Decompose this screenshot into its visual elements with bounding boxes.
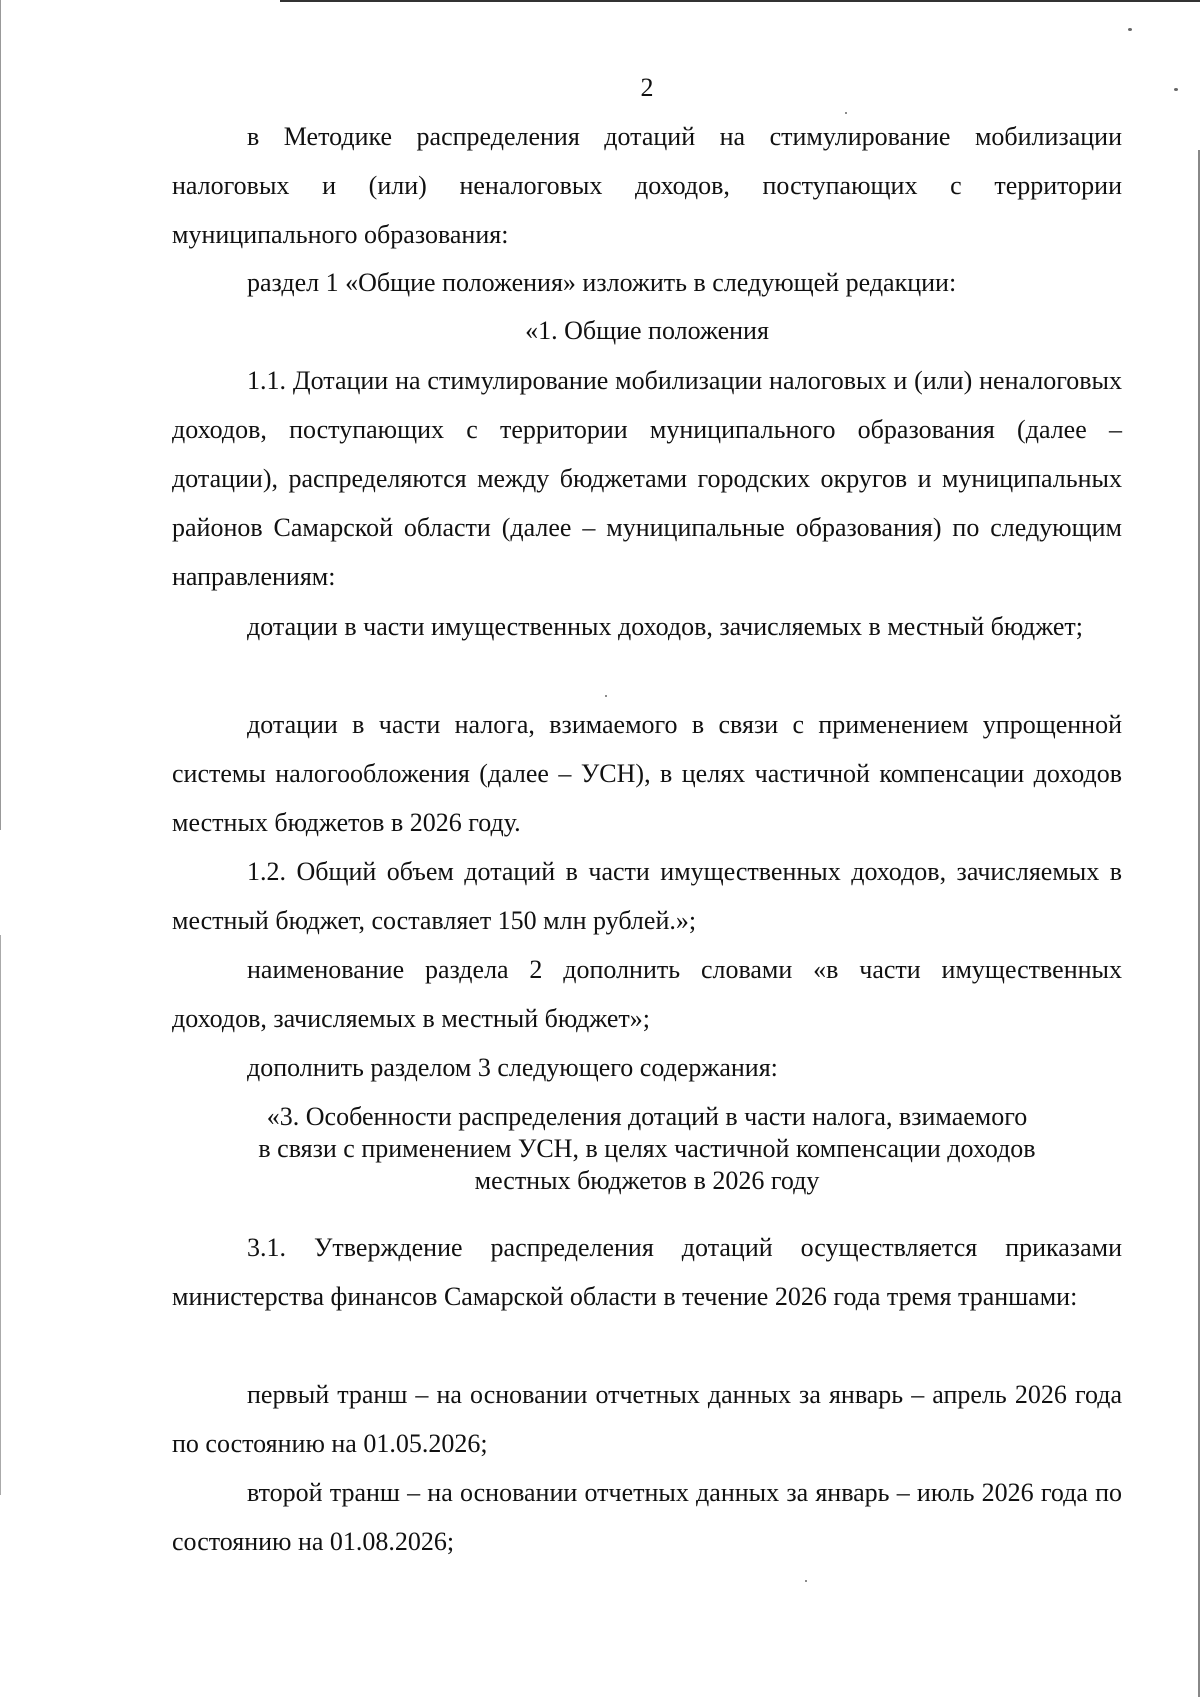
paragraph-intro: в Методике распределения дотаций на стимулирование мобилизации налоговых и (или) неналоговых доходов, поступающих с территории муниципального образования: bbox=[172, 122, 1122, 249]
paragraph-second-tranche: второй транш – на основании отчетных данных за январь – июль 2026 года по состоянию на 01.08.2026; bbox=[172, 1478, 1122, 1556]
paragraph-add-section3: дополнить разделом 3 следующего содержания: bbox=[247, 1053, 778, 1082]
scan-speck bbox=[1174, 88, 1178, 91]
section3-heading-line1: «3. Особенности распределения дотаций в части налога, взимаемого bbox=[266, 1102, 1028, 1131]
section3-heading bbox=[172, 1101, 1122, 1197]
scan-speck bbox=[605, 695, 607, 697]
scan-speck bbox=[805, 1580, 807, 1582]
scan-edge-top bbox=[280, 0, 1200, 2]
section1-heading: «1. Общие положения bbox=[525, 316, 769, 345]
scan-speck bbox=[1128, 28, 1132, 31]
scan-edge-left bbox=[0, 0, 1, 830]
paragraph-section1-instruction: раздел 1 «Общие положения» изложить в следующей редакции: bbox=[247, 268, 957, 297]
page-number: 2 bbox=[640, 73, 654, 102]
paragraph-section2-title-change: наименование раздела 2 дополнить словами «в части имущественных доходов, зачисляемых в местный бюджет»; bbox=[172, 955, 1122, 1033]
paragraph-1-1: 1.1. Дотации на стимулирование мобилизации налоговых и (или) неналоговых доходов, поступающих с территории муниципального образования (далее – дотации), распределяются между бюджетами городских округов и муниципальных районов Самарской области (далее – муниципальные образования) по следующим направлениям: bbox=[172, 366, 1122, 591]
paragraph-first-tranche: первый транш – на основании отчетных данных за январь – апрель 2026 года по состоянию на 01.05.2026; bbox=[172, 1380, 1122, 1458]
section3-heading-line2: в связи с применением УСН, в целях частичной компенсации доходов bbox=[258, 1134, 1036, 1163]
paragraph-1-2: 1.2. Общий объем дотаций в части имущественных доходов, зачисляемых в местный бюджет, составляет 150 млн рублей.»; bbox=[172, 857, 1122, 935]
paragraph-usn: дотации в части налога, взимаемого в связи с применением упрощенной системы налогообложения (далее – УСН), в целях частичной компенсации доходов местных бюджетов в 2026 году. bbox=[172, 710, 1122, 837]
section3-heading-line3: местных бюджетов в 2026 году bbox=[474, 1166, 820, 1195]
scan-edge-left-lower bbox=[0, 935, 1, 1495]
paragraph-property-income: дотации в части имущественных доходов, зачисляемых в местный бюджет; bbox=[247, 612, 1083, 641]
paragraph-3-1: 3.1. Утверждение распределения дотаций осуществляется приказами министерства финансов Самарской области в течение 2026 года тремя траншами: bbox=[172, 1233, 1122, 1311]
